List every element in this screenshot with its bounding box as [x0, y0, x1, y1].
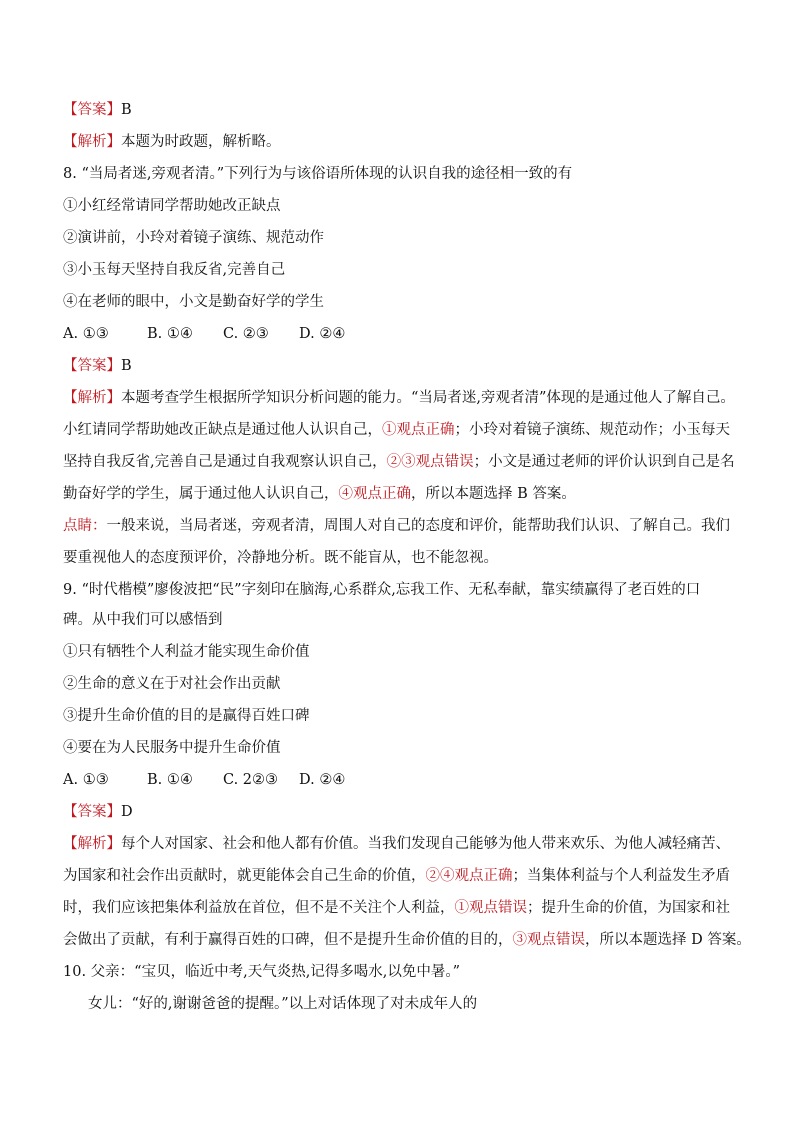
analysis-tag: 【解析】	[63, 134, 121, 150]
q9-stem-line-2: 碑。从中我们可以感悟到	[63, 612, 223, 628]
q10-line-2: 女儿：“好的,谢谢爸爸的提醒。”以上对话体现了对未成年人的	[88, 996, 478, 1012]
q9-analysis-text-1: 每个人对国家、社会和他人都有价值。当我们发现自己能够为他人带来欢乐、为他人减轻痛苦、	[121, 836, 730, 852]
q9-analysis-line-2	[63, 866, 730, 886]
answer-tag: 【答案】	[63, 804, 121, 820]
q8-analysis-text-3c: ；小文是通过老师的评价认识到自己是名	[473, 454, 735, 470]
q9-answer-line	[63, 802, 133, 822]
q8-item-4: ④在老师的眼中，小文是勤奋好学的学生	[63, 294, 324, 310]
q9-item-1: ①只有牺牲个人利益才能实现生命价值	[63, 644, 310, 660]
q8-verdict-2: ②③观点错误	[386, 454, 474, 470]
q8-option-d: D. ②④	[299, 326, 346, 342]
q9-analysis-text-3a: 时，我们应该把集体利益放在首位，但不是不关注个人利益，	[63, 900, 455, 916]
q9-analysis-text-2c: ；当集体利益与个人利益发生矛盾	[512, 868, 730, 884]
q9-analysis-text-3c: ；提升生命的价值，为国家和社	[527, 900, 730, 916]
q7-answer: B	[121, 102, 132, 118]
q9-analysis-line-1	[63, 834, 730, 854]
q9-verdict-1: ②④观点正确	[425, 868, 513, 884]
q9-analysis-text-4c: ，所以本题选择 D 答案。	[585, 932, 751, 948]
q9-analysis-line-3	[63, 898, 730, 918]
q8-option-a: A. ①③	[63, 326, 109, 342]
q9-stem-line-1: 9. “时代楷模”廖俊波把“民”字刻印在脑海,心系群众,忘我工作、无私奉献，靠实绩赢得了老百姓的口	[63, 582, 701, 598]
q8-options	[63, 324, 345, 344]
q8-analysis-text-4c: ，所以本题选择 B 答案。	[411, 486, 576, 502]
answer-tag: 【答案】	[63, 102, 121, 118]
q8-stem: 8. “当局者迷,旁观者清。”下列行为与该俗语所体现的认识自我的途径相一致的有	[63, 166, 573, 182]
q9-options	[63, 770, 345, 790]
q8-point-line-2: 要重视他人的态度预评价，冷静地分析。既不能盲从，也不能忽视。	[63, 550, 498, 566]
q9-verdict-2: ①观点错误	[454, 900, 527, 916]
q9-option-c: C. 2②③	[223, 772, 279, 788]
point-tag: 点睛：	[63, 518, 107, 534]
q9-answer: D	[121, 804, 133, 820]
q7-analysis-line	[63, 132, 281, 152]
q9-option-d: D. ②④	[299, 772, 346, 788]
q9-analysis-text-2a: 为国家和社会作出贡献时，就更能体会自己生命的价值，	[63, 868, 426, 884]
q9-option-a: A. ①③	[63, 772, 109, 788]
q8-answer: B	[121, 358, 132, 374]
q9-analysis-text-4a: 会做出了贡献，有利于赢得百姓的口碑，但不是提升生命价值的目的，	[63, 932, 513, 948]
q8-item-1: ①小红经常请同学帮助她改正缺点	[63, 198, 281, 214]
q8-analysis-text-1: 本题考查学生根据所学知识分析问题的能力。“当局者迷,旁观者清”体现的是通过他人了解自己。	[121, 390, 735, 406]
q8-item-2: ②演讲前，小玲对着镜子演练、规范动作	[63, 230, 324, 246]
q8-analysis-line-2	[63, 420, 730, 440]
q8-analysis-line-1	[63, 388, 735, 408]
q8-point-text-1: 一般来说，当局者迷，旁观者清，周围人对自己的态度和评价，能帮助我们认识、了解自己。我们	[106, 518, 730, 534]
q8-analysis-text-2c: ；小玲对着镜子演练、规范动作；小玉每天	[454, 422, 730, 438]
q8-analysis-text-3a: 坚持自我反省,完善自己是通过自我观察认识自己，	[63, 454, 387, 470]
analysis-tag: 【解析】	[63, 836, 121, 852]
q8-option-c: C. ②③	[223, 326, 269, 342]
q7-analysis: 本题为时政题，解析略。	[121, 134, 281, 150]
q8-answer-line	[63, 356, 132, 376]
q9-verdict-3: ③观点错误	[512, 932, 585, 948]
answer-tag: 【答案】	[63, 358, 121, 374]
q10-line-1: 10. 父亲：“宝贝，临近中考,天气炎热,记得多喝水,以免中暑。”	[63, 964, 461, 980]
q8-verdict-3: ④观点正确	[338, 486, 411, 502]
q8-point-line-1	[63, 516, 730, 536]
q8-analysis-text-4a: 勤奋好学的学生，属于通过他人认识自己，	[63, 486, 339, 502]
q8-option-b: B. ①④	[147, 326, 193, 342]
q8-verdict-1: ①观点正确	[382, 422, 455, 438]
q9-analysis-line-4	[63, 930, 751, 950]
analysis-tag: 【解析】	[63, 390, 121, 406]
q9-item-4: ④要在为人民服务中提升生命价值	[63, 740, 281, 756]
q9-option-b: B. ①④	[147, 772, 193, 788]
q8-analysis-line-4	[63, 484, 576, 504]
q8-analysis-line-3	[63, 452, 735, 472]
q7-answer-line	[63, 100, 132, 120]
q8-analysis-text-2a: 小红请同学帮助她改正缺点是通过他人认识自己，	[63, 422, 382, 438]
q9-item-2: ②生命的意义在于对社会作出贡献	[63, 676, 281, 692]
q9-item-3: ③提升生命价值的目的是赢得百姓口碑	[63, 708, 310, 724]
q8-item-3: ③小玉每天坚持自我反省,完善自己	[63, 262, 286, 278]
